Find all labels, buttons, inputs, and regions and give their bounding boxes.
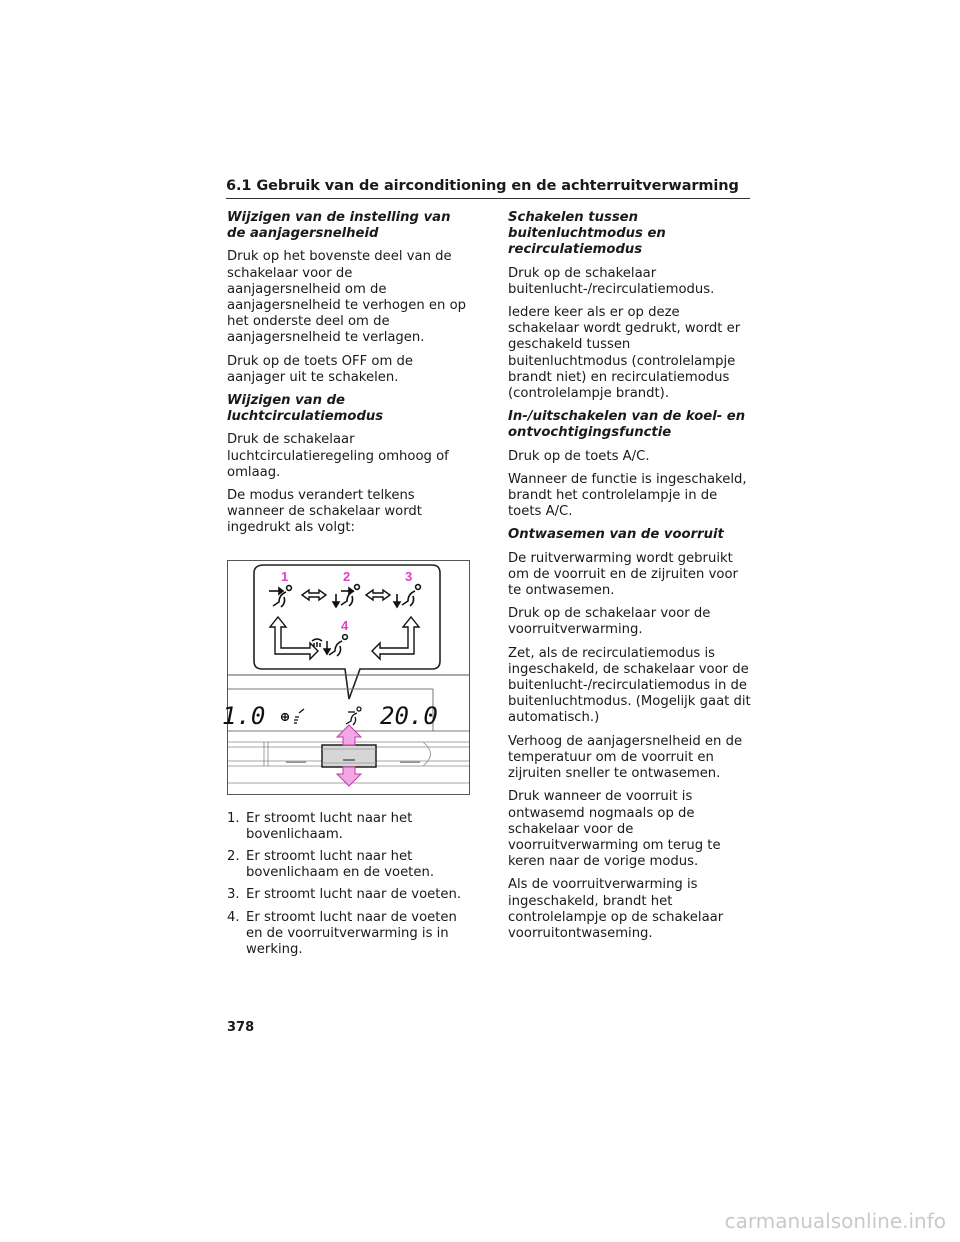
left-column — [222, 210, 470, 964]
defog-text-1: De ruitverwarming wordt gebruikt om de voorruit en de zijruiten voor te ontwasemen. — [508, 550, 738, 599]
fan-speed-heading: Wijzigen van de instelling van de aanjagersnelheid — [227, 210, 451, 242]
mode-label-1: 1 — [281, 568, 289, 584]
list-item: 4. Er stroomt lucht naar de voeten en de voorruitverwarming is in werking. — [227, 909, 457, 958]
defog-text-6: Als de voorruitverwarming is ingeschakeld, brandt het controlelampje op de schakelaar voorruitontwaseming. — [508, 877, 724, 941]
display-mode-icon — [346, 707, 361, 725]
airflow-mode-text-2: De modus verandert telkens wanneer de schakelaar wordt ingedrukt als volgt: — [227, 488, 422, 536]
list-item: 1. Er stroomt lucht naar het bovenlichaam. — [227, 810, 413, 842]
recirculation-heading: Schakelen tussen buitenluchtmodus en recirculatiemodus — [508, 210, 666, 258]
watermark: carmanualsonline.info — [724, 1209, 946, 1233]
airflow-mode-heading: Wijzigen van de luchtcirculatiemodus — [227, 393, 384, 425]
airflow-mode-illustration — [222, 560, 470, 795]
defog-text-3: Zet, als de recirculatiemodus is ingeschakeld, de schakelaar voor de buitenlucht-/recirculatiemodus in de buitenluchtmodus. (Mogelijk gaat dit automatisch.) — [508, 645, 751, 726]
ac-heading: In-/uitschakelen van de koel- en ontvochtigingsfunctie — [508, 409, 746, 441]
fan-speed-text-2: Druk op de toets OFF om de aanjager uit te schakelen. — [227, 353, 413, 385]
list-item: 3. Er stroomt lucht naar de voeten. — [227, 887, 462, 903]
page-number: 378 — [227, 1020, 255, 1035]
right-column — [508, 210, 753, 949]
ac-text-2: Wanneer de functie is ingeschakeld, brandt het controlelampje in de toets A/C. — [508, 471, 747, 520]
fan-speed-text-1: Druk op het bovenste deel van de schakelaar voor de aanjagersnelheid om de aanjagersnelheid te verhogen en op het onderste deel om de aanjagersnelheid te verlagen. — [227, 249, 467, 346]
fan-level-icon — [282, 709, 305, 723]
defog-text-4: Verhoog de aanjagersnelheid en de temperatuur om de voorruit en zijruiten sneller te ontwasemen. — [508, 733, 743, 782]
section-title: 6.1 Gebruik van de airconditioning en de achterruitverwarming — [226, 178, 739, 194]
recirculation-text-1: Druk op de schakelaar buitenlucht-/recirculatiemodus. — [508, 265, 715, 297]
airflow-mode-switch — [322, 745, 376, 767]
mode-label-3: 3 — [405, 568, 413, 584]
display-right-temperature: 20.0 — [380, 701, 438, 730]
ac-text-1: Druk op de toets A/C. — [508, 448, 650, 464]
defog-text-2: Druk op de schakelaar voor de voorruitverwarming. — [508, 606, 711, 638]
mode-label-4: 4 — [341, 617, 349, 633]
mode-label-2: 2 — [343, 568, 351, 584]
defog-heading: Ontwasemen van de voorruit — [508, 527, 724, 543]
page-header — [226, 178, 750, 199]
recirculation-text-2: Iedere keer als er op deze schakelaar wordt gedrukt, wordt er geschakeld tussen buitenluchtmodus (controlelampje brandt niet) en recirculatiemodus (controlelampje brandt). — [508, 305, 741, 402]
airflow-mode-list — [227, 811, 470, 959]
list-item: 2. Er stroomt lucht naar het bovenlichaam en de voeten. — [227, 849, 435, 881]
display-left-temperature: 1.0 — [222, 701, 266, 730]
airflow-mode-text-1: Druk de schakelaar luchtcirculatieregeling omhoog of omlaag. — [227, 432, 449, 480]
defog-text-5: Druk wanneer de voorruit is ontwasemd nogmaals op de schakelaar voor de voorruitverwarming om terug te keren naar de vorige modus. — [508, 789, 721, 870]
